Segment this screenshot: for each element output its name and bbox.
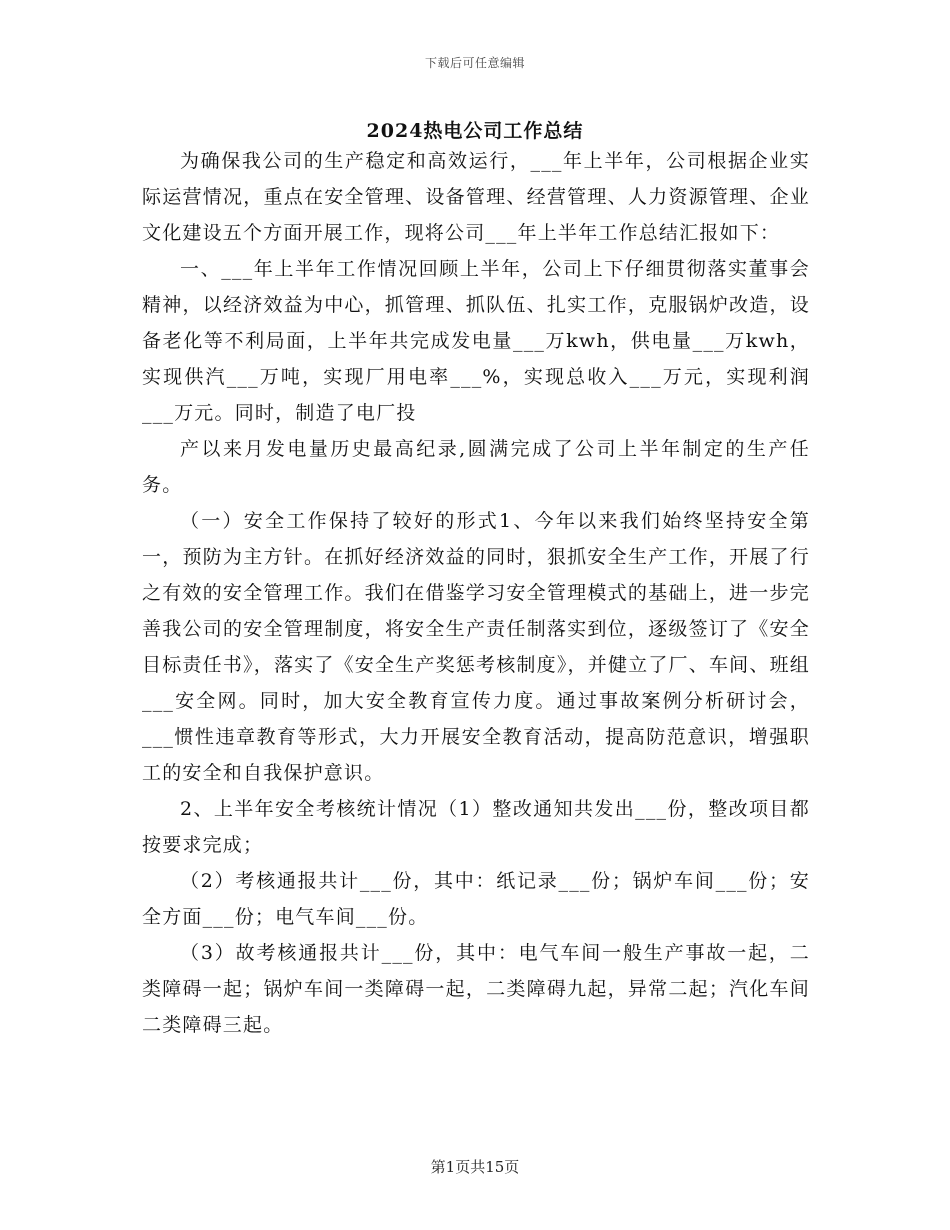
paragraph-assessment-reports: （2）考核通报共计___份，其中：纸记录___份；锅炉车间___份；安全方面___份；电气车间___份。 [142, 870, 810, 928]
paragraph-incident-reports: （3）故考核通报共计___份，其中：电气车间一般生产事故一起，二类障碍一起；锅炉车间一类障碍一起，二类障碍九起，异常二起；汽化车间二类障碍三起。 [142, 942, 810, 1036]
document-body [142, 143, 810, 1043]
page-number: 第1页共15页 [430, 1158, 520, 1176]
document-title: 2024热电公司工作总结 [366, 120, 584, 142]
paragraph-intro: 为确保我公司的生产稳定和高效运行，___年上半年，公司根据企业实际运营情况，重点在安全管理、设备管理、经营管理、人力资源管理、企业文化建设五个方面开展工作，现将公司___年上半年工作总结汇报如下： [142, 150, 810, 244]
paragraph-review: 一、___年上半年工作情况回顾上半年，公司上下仔细贯彻落实董事会精神，以经济效益为中心，抓管理、抓队伍、扎实工作，克服锅炉改造，设备老化等不利局面，上半年共完成发电量___万kwh，供电量___万kwh，实现供汽___万吨，实现厂用电率___%，实现总收入___万元，实现利润___万元。同时，制造了电厂投 [142, 258, 810, 424]
paragraph-review-continued: 产以来月发电量历史最高纪录,圆满完成了公司上半年制定的生产任务。 [142, 438, 810, 496]
paragraph-safety-stats: 2、上半年安全考核统计情况（1）整改通知共发出___份，整改项目都按要求完成； [142, 798, 810, 856]
paragraph-safety-work: （一）安全工作保持了较好的形式1、今年以来我们始终坚持安全第一，预防为主方针。在抓好经济效益的同时，狠抓安全生产工作，开展了行之有效的安全管理工作。我们在借鉴学习安全管理模式的基础上，进一步完善我公司的安全管理制度，将安全生产责任制落实到位，逐级签订了《安全目标责任书》，落实了《安全生产奖惩考核制度》，并健立了厂、车间、班组___安全网。同时，加大安全教育宣传力度。通过事故案例分析研讨会，___惯性违章教育等形式，大力开展安全教育活动，提高防范意识，增强职工的安全和自我保护意识。 [142, 510, 810, 784]
page-header-note: 下载后可任意编辑 [424, 56, 525, 70]
